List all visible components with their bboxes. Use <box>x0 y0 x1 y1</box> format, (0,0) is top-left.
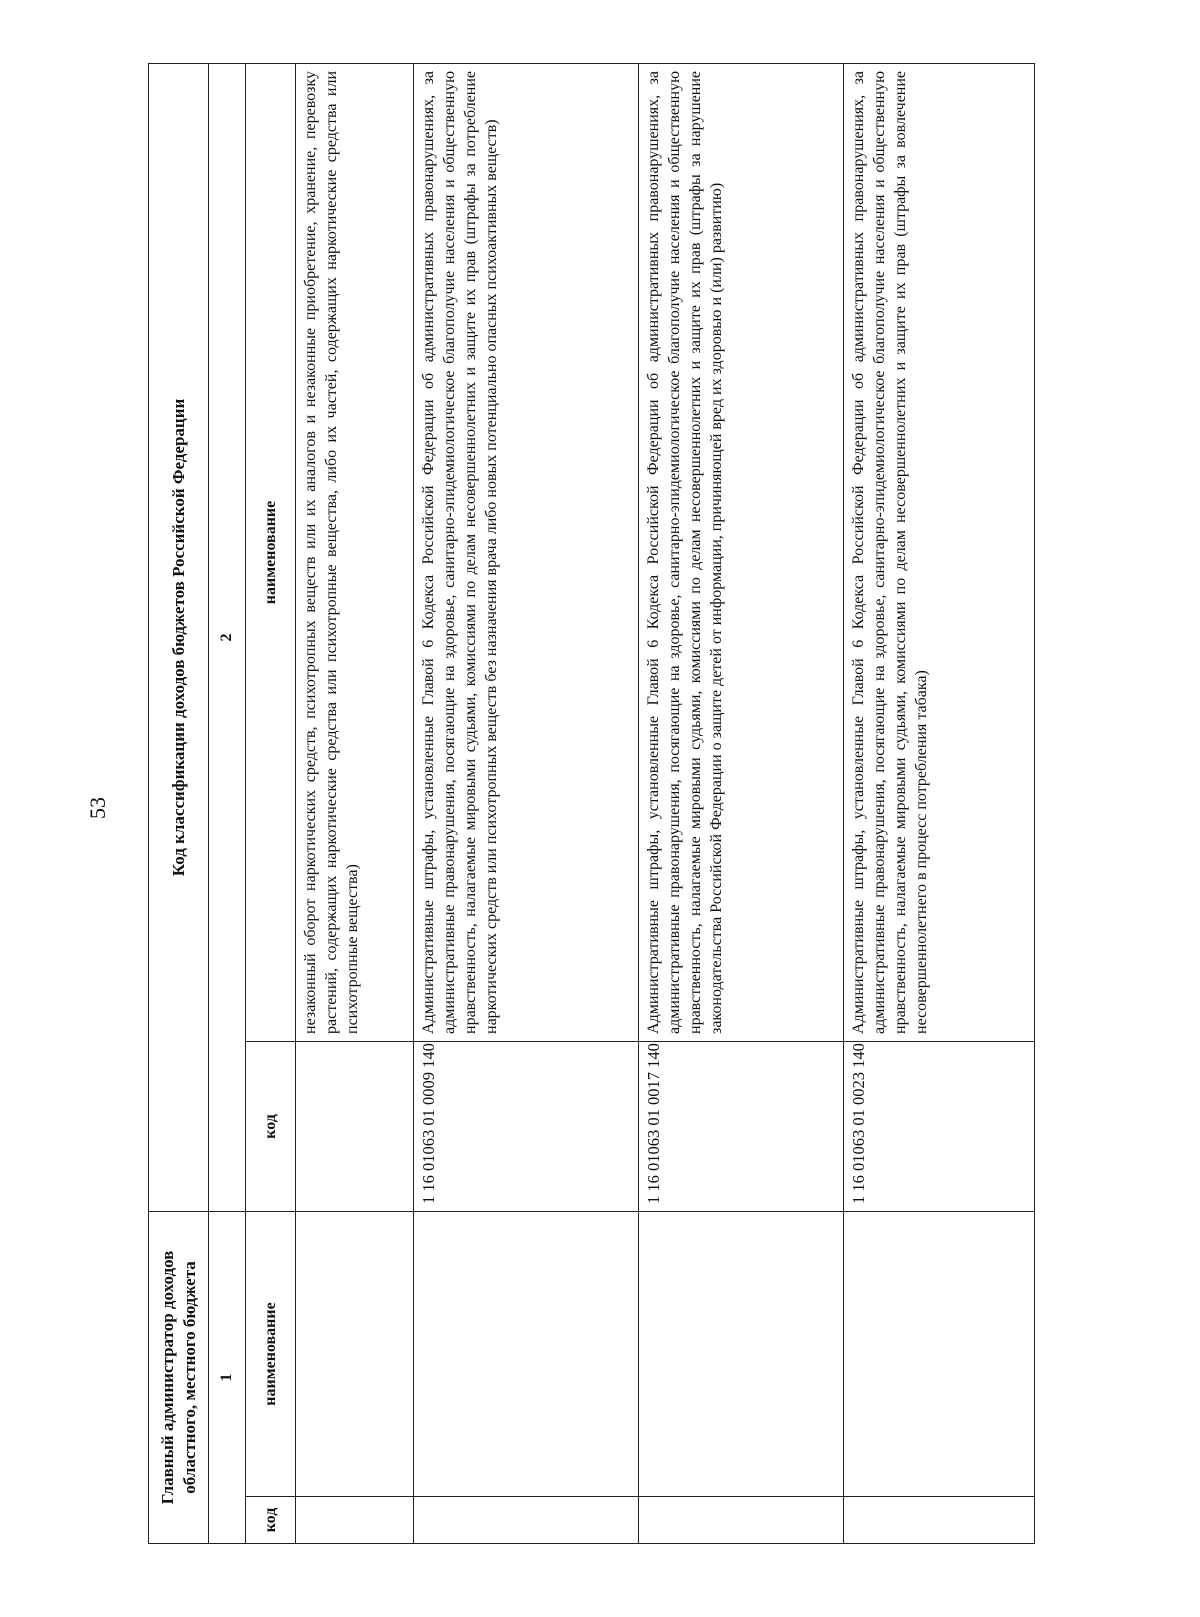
table-row <box>414 63 639 1543</box>
page-number: 53 <box>85 797 110 819</box>
admin-name-cell <box>844 1211 1035 1496</box>
admin-code-cell <box>296 1497 414 1544</box>
budget-code-cell: 1 16 01063 01 0023 140 <box>844 1041 1035 1211</box>
admin-name-label: наименование <box>246 1211 296 1496</box>
admin-code-cell <box>639 1497 844 1544</box>
admin-code-cell <box>414 1497 639 1544</box>
column-number-1: 1 <box>209 1211 246 1543</box>
table-row <box>844 63 1035 1543</box>
admin-name-cell <box>414 1211 639 1496</box>
admin-header: Главный администратор доходов областного, местного бюджета <box>149 1211 209 1543</box>
table-row <box>296 63 414 1543</box>
budget-name-cell: Административные штрафы, установленные Главой 6 Кодекса Российской Федерации об административных правонарушениях, за административные правонарушения, посягающие на здоровье, санитарно-эпидемиологическое благополучие населения и общественную нравственность, налагаемые мировыми судьями, комиссиями по делам несовершеннолетних и защите их прав (штрафы за нарушение законодательства Российской Федерации о защите детей от информации, причиняющей вред их здоровью и (или) развитию) <box>639 63 844 1041</box>
revenue-classification-table <box>148 63 1035 1544</box>
budget-name-label: наименование <box>246 63 296 1041</box>
budget-code-cell <box>296 1041 414 1211</box>
table-row <box>639 63 844 1543</box>
budget-code-header: Код классификации доходов бюджетов Российской Федерации <box>149 63 209 1211</box>
budget-name-cell: Административные штрафы, установленные Главой 6 Кодекса Российской Федерации об административных правонарушениях, за административные правонарушения, посягающие на здоровье, санитарно-эпидемиологическое благополучие населения и общественную нравственность, налагаемые мировыми судьями, комиссиями по делам несовершеннолетних и защите их прав (штрафы за потребление наркотических средств или психотропных веществ без назначения врача либо новых потенциально опасных психоактивных веществ) <box>414 63 639 1041</box>
admin-name-cell <box>639 1211 844 1496</box>
column-number-2: 2 <box>209 63 246 1211</box>
rotated-table-container <box>148 64 1034 1544</box>
admin-name-cell <box>296 1211 414 1496</box>
budget-code-cell: 1 16 01063 01 0009 140 <box>414 1041 639 1211</box>
budget-name-cell: незаконный оборот наркотических средств, психотропных веществ или их аналогов и незаконные приобретение, хранение, перевозку растений, содержащих наркотические средства или психотропные вещества, либо их частей, содержащих наркотические средства или психотропные вещества) <box>296 63 414 1041</box>
admin-code-label: код <box>246 1497 296 1544</box>
budget-name-cell: Административные штрафы, установленные Главой 6 Кодекса Российской Федерации об административных правонарушениях, за административные правонарушения, посягающие на здоровье, санитарно-эпидемиологическое благополучие населения и общественную нравственность, налагаемые мировыми судьями, комиссиями по делам несовершеннолетних и защите их прав (штрафы за вовлечение несовершеннолетнего в процесс потребления табака) <box>844 63 1035 1041</box>
budget-code-label: код <box>246 1041 296 1211</box>
admin-code-cell <box>844 1497 1035 1544</box>
budget-code-cell: 1 16 01063 01 0017 140 <box>639 1041 844 1211</box>
